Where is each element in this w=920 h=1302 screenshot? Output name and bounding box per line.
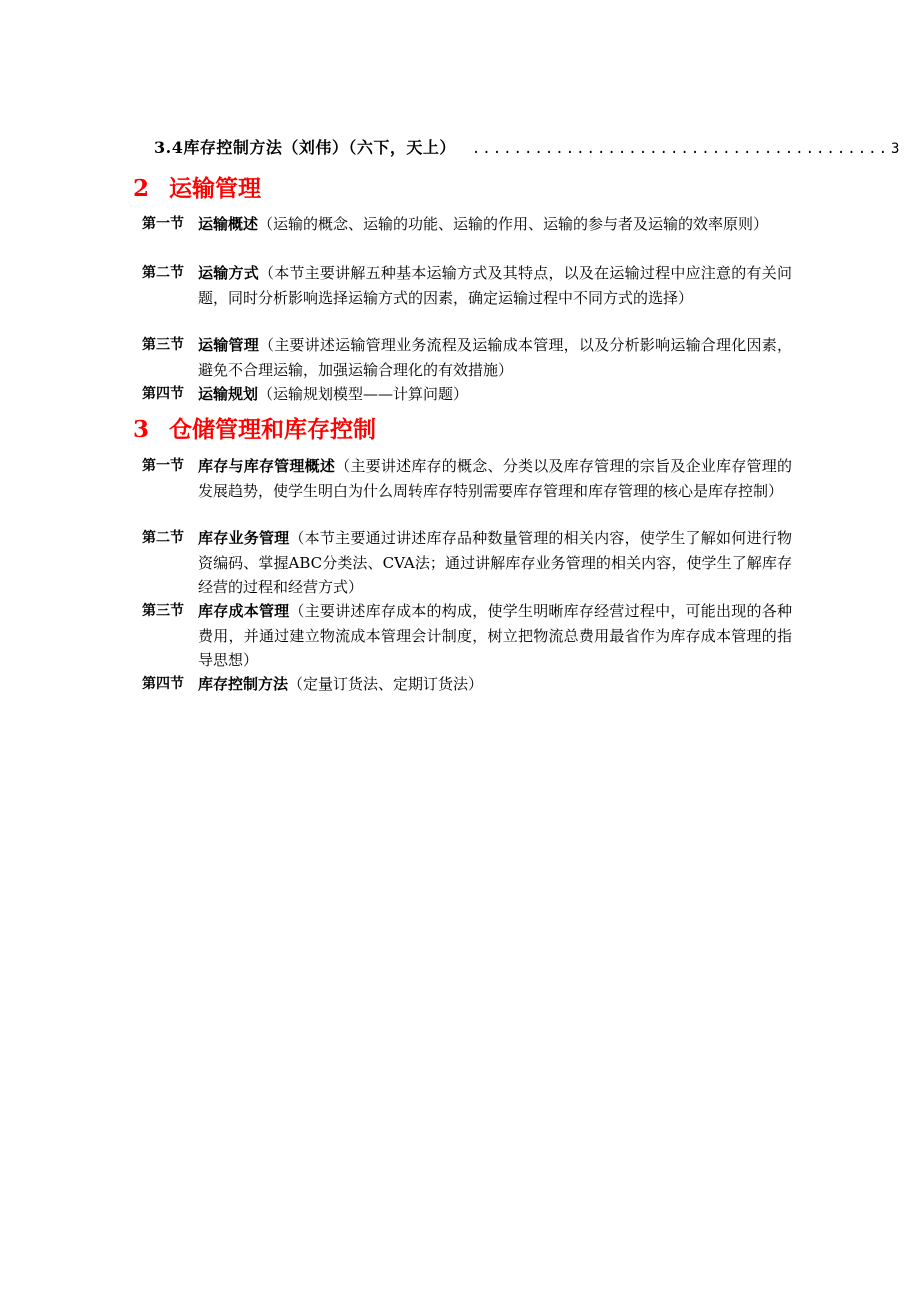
- chapter-title: 仓储管理和库存控制: [169, 417, 376, 443]
- section-title: 库存成本管理: [198, 602, 290, 620]
- section-item: [142, 212, 792, 237]
- section-label: 第二节: [142, 265, 184, 281]
- section-title: 运输方式: [198, 264, 259, 282]
- section-description: （运输规划模型——计算问题）: [258, 385, 469, 403]
- toc-entry[interactable]: [154, 136, 900, 161]
- section-item: [142, 454, 792, 503]
- section-title: 库存业务管理: [198, 529, 290, 547]
- section-label: 第三节: [142, 337, 184, 353]
- section-label: 第三节: [142, 603, 184, 619]
- section-label: 第四节: [142, 676, 184, 692]
- section-item: [142, 599, 792, 673]
- section-body: [198, 599, 792, 673]
- section-description: （本节主要通过讲述库存品种数量管理的相关内容，使学生了解如何进行物资编码、掌握ABC分类法、CVA法；通过讲解库存业务管理的相关内容，使学生了解库存经营的过程和经营方式）: [198, 529, 792, 596]
- section-description: （主要讲述库存成本的构成，使学生明晰库存经营过程中，可能出现的各种费用，并通过建立物流成本管理会计制度，树立把物流总费用最省作为库存成本管理的指导思想）: [198, 602, 792, 669]
- section-item: [142, 382, 792, 407]
- chapter-heading-2: [133, 174, 261, 204]
- section-label: 第二节: [142, 530, 184, 546]
- section-item: [142, 672, 792, 697]
- section-description: （运输的概念、运输的功能、运输的作用、运输的参与者及运输的效率原则）: [258, 215, 769, 233]
- section-body: [198, 454, 792, 503]
- section-label: 第四节: [142, 386, 184, 402]
- chapter-number: 2: [133, 175, 150, 202]
- chapter-number: 3: [133, 416, 150, 443]
- section-title: 库存与库存管理概述: [198, 457, 336, 475]
- section-description: （主要讲述库存的概念、分类以及库存管理的宗旨及企业库存管理的发展趋势，使学生明白为什么周转库存特别需要库存管理和库存管理的核心是库存控制）: [198, 457, 792, 500]
- section-body: [198, 672, 792, 697]
- toc-leader-dots: ........................................: [471, 141, 889, 157]
- section-body: [198, 333, 792, 382]
- section-label: 第一节: [142, 458, 184, 474]
- section-title: 运输管理: [198, 336, 259, 354]
- section-body: [198, 212, 792, 237]
- section-body: [198, 261, 792, 310]
- section-body: [198, 526, 792, 600]
- section-description: （主要讲述运输管理业务流程及运输成本管理，以及分析影响运输合理化因素，避免不合理运输，加强运输合理化的有效措施）: [198, 336, 792, 379]
- section-item: [142, 261, 792, 310]
- section-description: （定量订货法、定期订货法）: [288, 675, 484, 693]
- section-body: [198, 382, 792, 407]
- section-title: 库存控制方法: [198, 675, 289, 693]
- toc-page-number: 3: [891, 141, 900, 157]
- chapter-title: 运输管理: [169, 176, 261, 202]
- toc-entry-title: 3.4库存控制方法（刘伟）（六下，天上）: [154, 138, 456, 157]
- section-title: 运输规划: [198, 385, 259, 403]
- chapter-heading-3: [133, 415, 376, 445]
- section-item: [142, 333, 792, 382]
- section-description: （本节主要讲解五种基本运输方式及其特点，以及在运输过程中应注意的有关问题，同时分析影响选择运输方式的因素，确定运输过程中不同方式的选择）: [198, 264, 792, 307]
- section-label: 第一节: [142, 216, 184, 232]
- section-item: [142, 526, 792, 600]
- section-title: 运输概述: [198, 215, 259, 233]
